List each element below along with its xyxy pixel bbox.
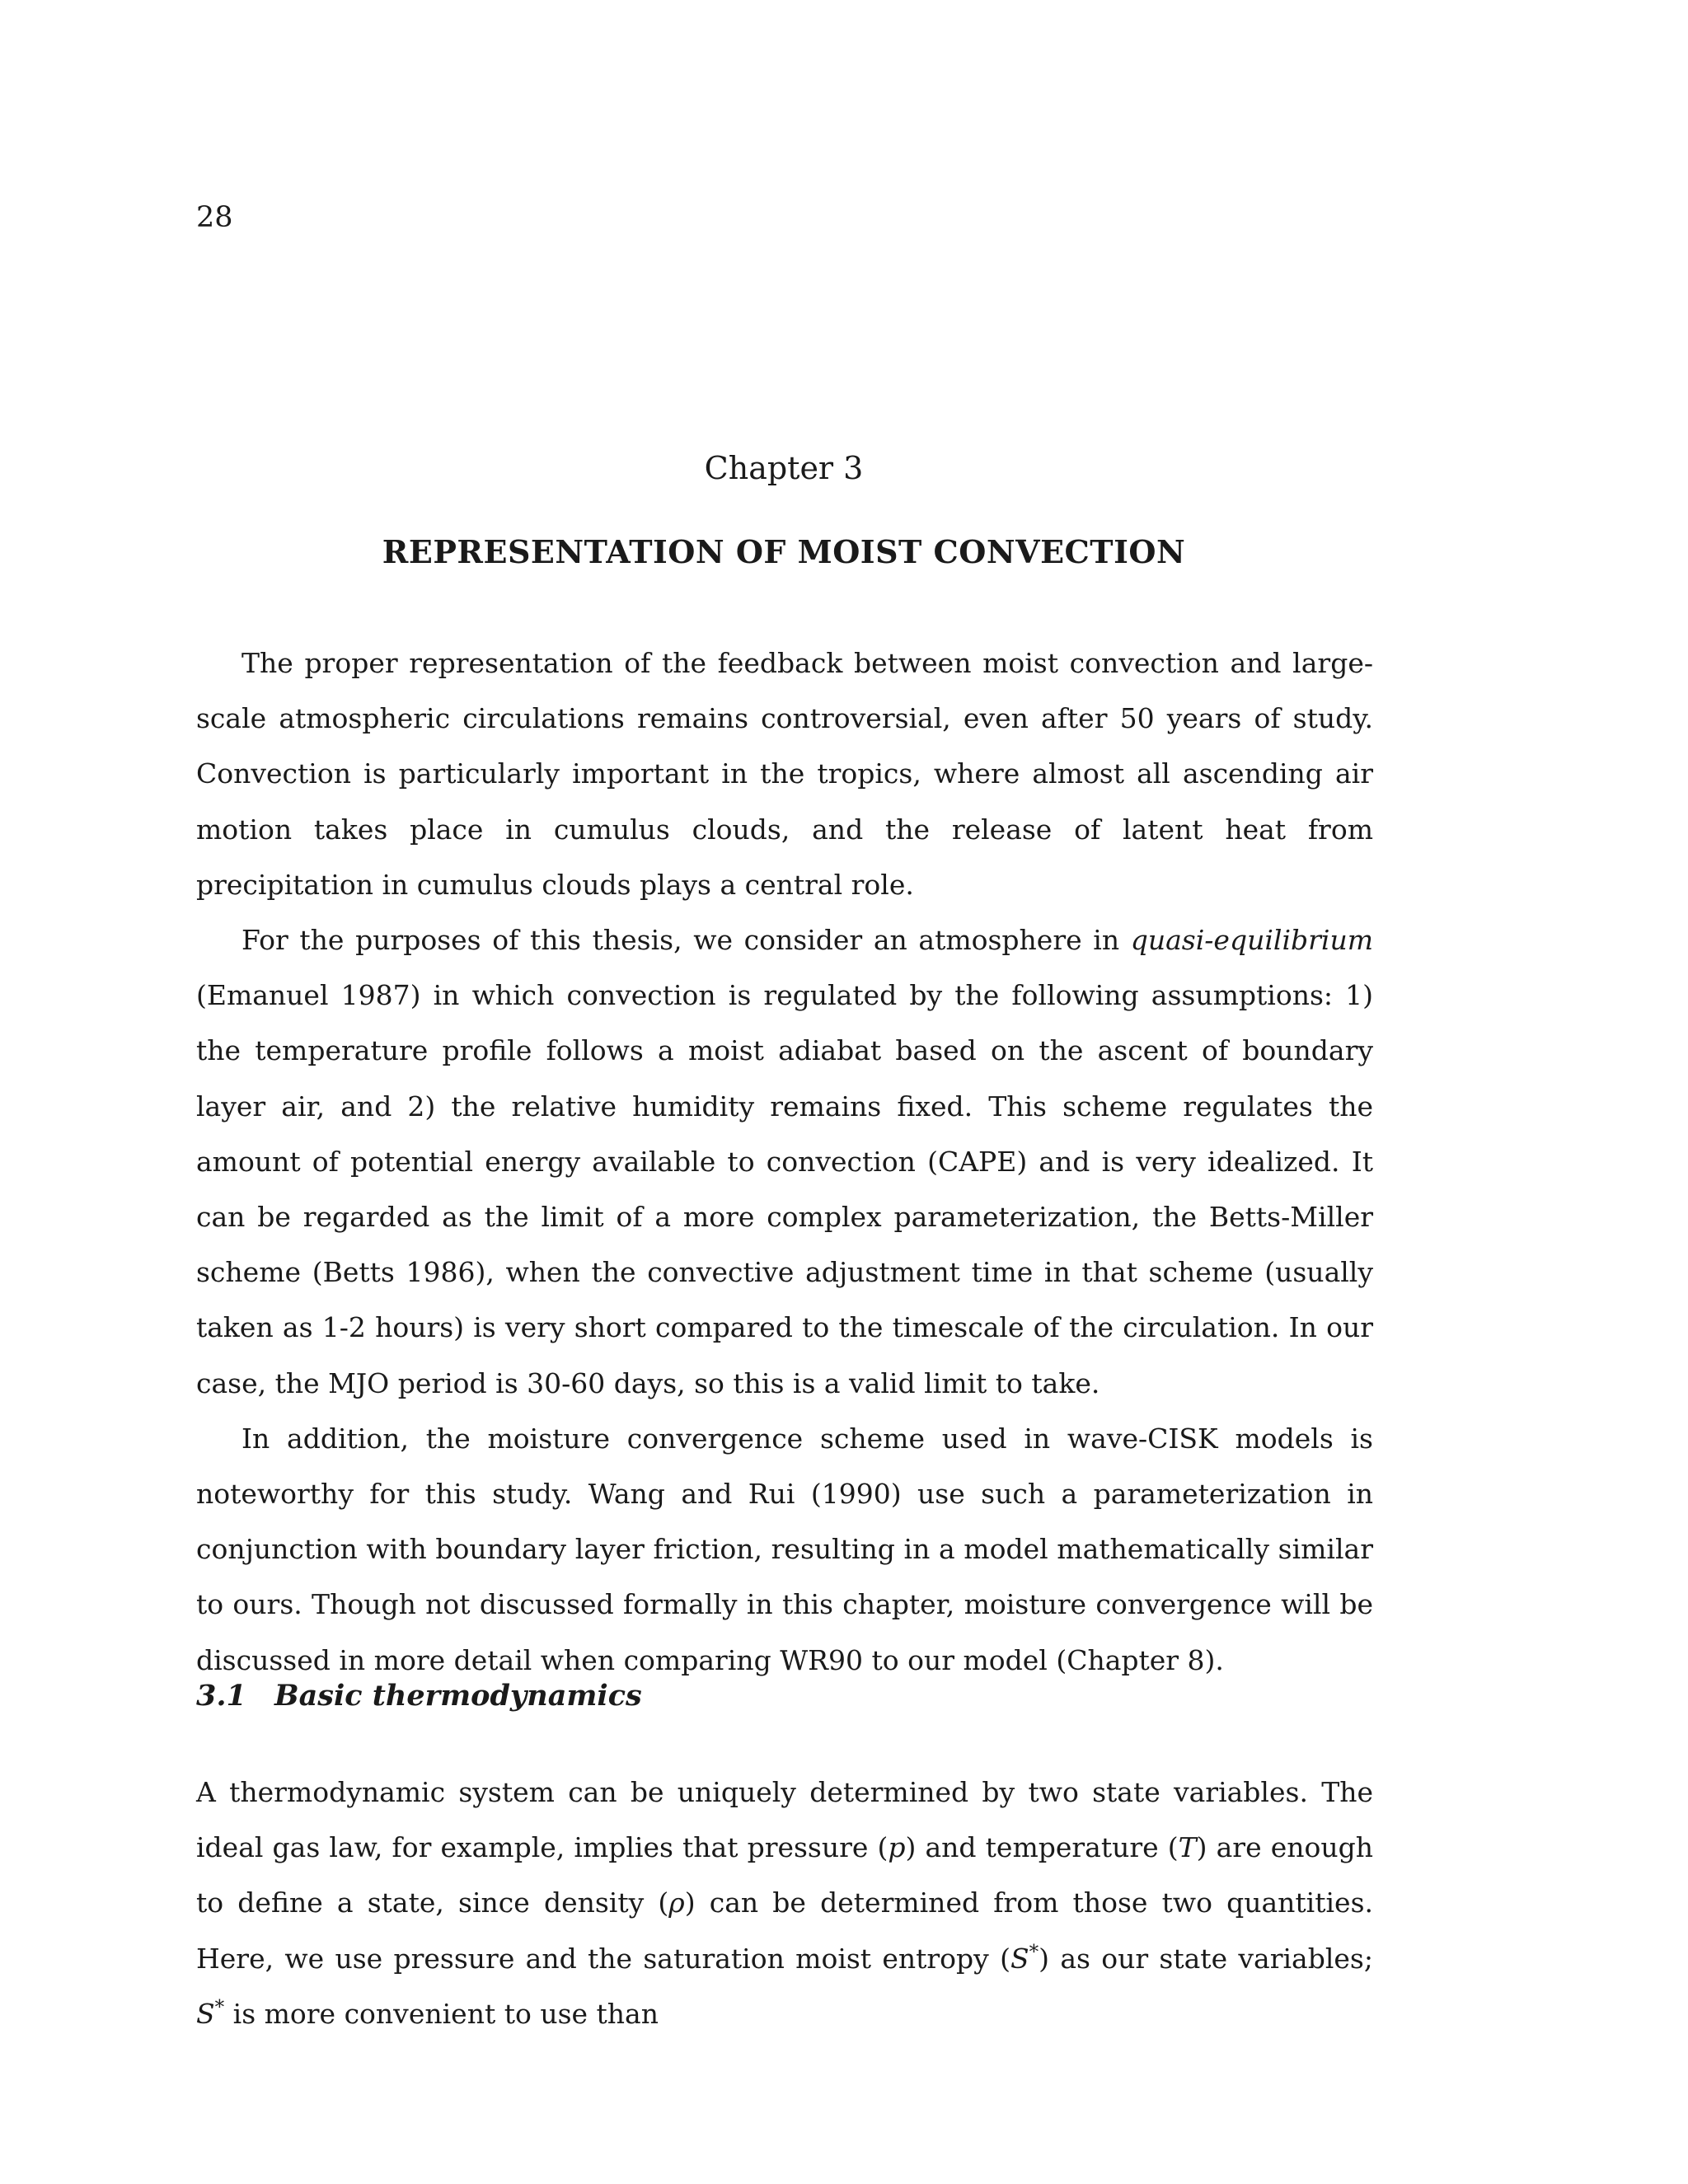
paragraph: In addition, the moisture convergence scheme used in wave-CISK models is noteworthy for this study. Wang and Rui (1990) use such a parameterization in conjunction with boundary layer friction, resulting in a model mathematically similar to ours. Though not discussed formally in this chapter, moisture convergence will be discussed in more detail when comparing WR90 to our model (Chapter 8). <box>196 1422 1373 1676</box>
paragraph-text: (Emanuel 1987) in which convection is regulated by the following assumptions: 1) the temperature profile follows a moist adiabat based on the ascent of boundary layer air, and 2) the relative humidity remains fixed. This scheme regulates the amount of potential energy available to convection (CAPE) and is very idealized. It can be regarded as the limit of a more complex parameterization, the Betts-Miller scheme (Betts 1986), when the convective adjustment time in that scheme (usually taken as 1-2 hours) is very short compared to the timescale of the circulation. In our case, the MJO period is 30-60 days, so this is a valid limit to take. <box>196 979 1373 1399</box>
section-heading <box>196 1678 642 1714</box>
emphasis-term: quasi-equilibrium <box>1130 924 1373 957</box>
paragraph-text: ) are enough to define a state, since density ( <box>196 1831 1373 1919</box>
paragraph-text: ) as our state variables; <box>1039 1942 1373 1975</box>
paragraph-text: ) and temperature ( <box>905 1831 1179 1864</box>
paragraph <box>196 912 1373 1411</box>
paragraph-text: is more convenient to use than <box>224 1997 659 2030</box>
math-superscript: * <box>1029 1941 1039 1963</box>
paragraph: The proper representation of the feedback between moist convection and large-scale atmospheric circulations remains controversial, even after 50 years of study. Convection is particularly important in the tropics, where almost all ascending air motion takes place in cumulus clouds, and the release of latent heat from precipitation in cumulus clouds plays a central role. <box>196 647 1373 901</box>
math-variable: T <box>1178 1831 1197 1864</box>
section-body <box>196 1765 1373 2041</box>
chapter-intro <box>196 635 1373 1688</box>
math-variable: S <box>196 1997 215 2030</box>
math-variable: p <box>888 1831 906 1864</box>
paragraph-text: ) can be determined from those two quantities. Here, we use pressure and the saturation moist entropy ( <box>196 1886 1373 1975</box>
math-variable: S <box>1010 1942 1029 1975</box>
paragraph-text: For the purposes of this thesis, we consider an atmosphere in <box>241 924 1131 957</box>
section-number: 3.1 <box>196 1679 246 1713</box>
section-title: Basic thermodynamics <box>274 1679 642 1713</box>
paragraph-text: A thermodynamic system can be uniquely determined by two state variables. The ideal gas law, for example, implies that pressure ( <box>196 1776 1373 1864</box>
page-number: 28 <box>196 201 233 234</box>
paragraph <box>196 1765 1373 2041</box>
chapter-label: Chapter 3 <box>704 450 864 486</box>
math-superscript: * <box>214 1996 225 2018</box>
chapter-title: REPRESENTATION OF MOIST CONVECTION <box>382 533 1186 570</box>
math-variable: ρ <box>668 1886 685 1919</box>
